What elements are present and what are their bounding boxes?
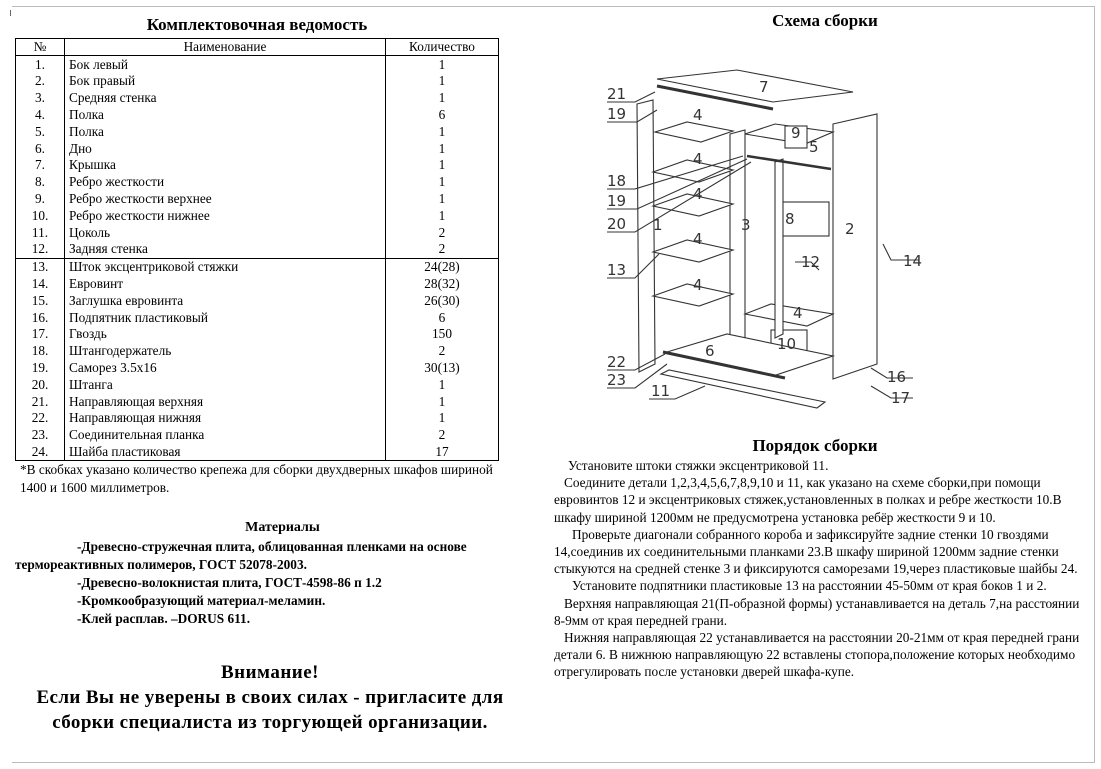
spec-row <box>16 190 499 207</box>
spec-row-number: 13. <box>16 258 65 275</box>
spec-row-name: Бок левый <box>65 56 386 73</box>
spec-row-qty: 1 <box>386 123 499 140</box>
material-line: -Древесно-волокнистая плита, ГОСТ-4598-86 п 1.2 <box>77 575 382 590</box>
material-line: термореактивных полимеров, ГОСТ 52078-2003. <box>15 557 307 572</box>
spec-row <box>16 359 499 376</box>
spec-row-number: 19. <box>16 359 65 376</box>
material-line: -Древесно-стружечная плита, облицованная пленками на основе <box>77 539 467 554</box>
spec-row <box>16 343 499 360</box>
spec-row-number: 21. <box>16 393 65 410</box>
materials-title: Материалы <box>245 520 320 535</box>
spec-row-number: 4. <box>16 106 65 123</box>
spec-row-qty: 2 <box>386 224 499 241</box>
spec-row <box>16 56 499 73</box>
spec-row-name: Дно <box>65 140 386 157</box>
part-label: 3 <box>741 216 751 234</box>
shelf-shape <box>655 122 733 142</box>
spec-row-name: Бок правый <box>65 73 386 90</box>
spec-row-qty: 6 <box>386 106 499 123</box>
spec-row-qty: 2 <box>386 427 499 444</box>
order-paragraph: Соедините детали 1,2,3,4,5,6,7,8,9,10 и 11, как указано на схеме сборки,при помощи евровинтов 12 и эксцентриковых стяжек,установленных в полках и ребре жесткости 10.В шкафу шириной 1200мм не предусмотрена установка ребёр жесткости 9 и 10. <box>554 475 1062 525</box>
spec-row <box>16 427 499 444</box>
corner-mark <box>10 10 11 16</box>
part-label: 4 <box>693 106 703 124</box>
spec-row-name: Штангодержатель <box>65 343 386 360</box>
spec-row-name: Ребро жесткости верхнее <box>65 190 386 207</box>
spec-row-number: 12. <box>16 241 65 258</box>
spec-row-qty: 28(32) <box>386 275 499 292</box>
spec-row-name: Шток эксцентриковой стяжки <box>65 258 386 275</box>
scheme-title: Схема сборки <box>772 11 878 30</box>
spec-row-number: 2. <box>16 73 65 90</box>
plinth-shape <box>661 370 825 408</box>
spec-row-number: 10. <box>16 207 65 224</box>
part-label: 2 <box>845 220 855 238</box>
spec-row-number: 16. <box>16 309 65 326</box>
part-label: 14 <box>903 252 923 270</box>
middle-wall-shape <box>730 130 745 359</box>
spec-row-qty: 1 <box>386 190 499 207</box>
spec-row <box>16 123 499 140</box>
spec-row <box>16 443 499 460</box>
spec-row-number: 24. <box>16 443 65 460</box>
part-label: 10 <box>777 335 797 353</box>
spec-row-name: Саморез 3.5х16 <box>65 359 386 376</box>
spec-row-number: 1. <box>16 56 65 73</box>
spec-row-qty: 1 <box>386 410 499 427</box>
part-label: 4 <box>693 150 703 168</box>
spec-row-name: Полка <box>65 123 386 140</box>
spec-row-qty: 30(13) <box>386 359 499 376</box>
col-number-header: № <box>16 39 65 56</box>
part-label: 22 <box>607 353 627 371</box>
spec-row <box>16 410 499 427</box>
spec-row <box>16 376 499 393</box>
spec-row <box>16 241 499 258</box>
spec-row <box>16 106 499 123</box>
spec-row-number: 14. <box>16 275 65 292</box>
spec-row-name: Цоколь <box>65 224 386 241</box>
col-name-header: Наименование <box>65 39 386 56</box>
part-label: 1 <box>653 216 663 234</box>
spec-row-number: 23. <box>16 427 65 444</box>
top-panel-shape <box>657 70 853 102</box>
part-label: 21 <box>607 85 627 103</box>
part-label: 19 <box>607 105 627 123</box>
part-label: 19 <box>607 192 627 210</box>
spec-row-number: 22. <box>16 410 65 427</box>
spec-row-number: 20. <box>16 376 65 393</box>
order-paragraph: Проверьте диагонали собранного короба и зафиксируйте задние стенки 10 гвоздями 14,соединив их соединительными планками 23.В шкафу шириной 1200мм задние стенки стыкуются на средней стенке 3 и фиксируются саморезами 19,через пластиковые шайбы 24. <box>554 526 1078 577</box>
order-paragraph: Нижняя направляющая 22 устанавливается на расстоянии 20-21мм от края передней грани детали 6. В нижнюю направляющую 22 вставлены стопора,положение которых необходимо отрегулировать после установки дверей шкафа-купе. <box>554 630 1080 680</box>
part-label: 13 <box>607 261 627 279</box>
spec-row <box>16 174 499 191</box>
part-label: 5 <box>809 138 819 156</box>
part-label: 6 <box>705 342 715 360</box>
spec-row-number: 5. <box>16 123 65 140</box>
spec-row <box>16 90 499 107</box>
part-label: 20 <box>607 215 627 233</box>
spec-row-qty: 2 <box>386 343 499 360</box>
spec-row-number: 8. <box>16 174 65 191</box>
spec-row-qty: 1 <box>386 376 499 393</box>
spec-row-name: Заглушка евровинта <box>65 292 386 309</box>
spec-row-qty: 1 <box>386 73 499 90</box>
warning-line: Если Вы не уверены в своих силах - пригласите для <box>36 687 504 708</box>
spec-row-name: Гвоздь <box>65 326 386 343</box>
spec-row <box>16 309 499 326</box>
part-label: 11 <box>651 382 671 400</box>
spec-row-qty: 1 <box>386 174 499 191</box>
spec-row-qty: 1 <box>386 207 499 224</box>
order-paragraph: Установите штоки стяжки эксцентриковой 11. <box>568 458 829 473</box>
spec-row-name: Направляющая верхняя <box>65 393 386 410</box>
spec-row <box>16 73 499 90</box>
material-line: -Кромкообразующий материал-меламин. <box>77 593 326 608</box>
part-label: 23 <box>607 371 627 389</box>
materials-list <box>15 538 535 628</box>
spec-row-number: 18. <box>16 343 65 360</box>
spec-row-name: Крышка <box>65 157 386 174</box>
spec-table-body <box>16 56 499 461</box>
spec-row <box>16 326 499 343</box>
spec-row <box>16 207 499 224</box>
part-label: 17 <box>891 389 911 407</box>
spec-row <box>16 140 499 157</box>
assembly-diagram <box>595 34 935 414</box>
spec-row-name: Направляющая нижняя <box>65 410 386 427</box>
spec-row <box>16 275 499 292</box>
part-label: 16 <box>887 368 907 386</box>
spec-row-qty: 150 <box>386 326 499 343</box>
spec-row-qty: 1 <box>386 56 499 73</box>
spec-row-name: Штанга <box>65 376 386 393</box>
spec-row-name: Полка <box>65 106 386 123</box>
spec-row-qty: 26(30) <box>386 292 499 309</box>
spec-row-number: 15. <box>16 292 65 309</box>
spec-row-number: 17. <box>16 326 65 343</box>
spec-row-number: 9. <box>16 190 65 207</box>
left-side-shape <box>637 100 655 372</box>
order-paragraph: Установите подпятники пластиковые 13 на расстоянии 45-50мм от края боков 1 и 2. <box>572 578 1047 594</box>
spec-row-number: 6. <box>16 140 65 157</box>
assembly-order-title: Порядок сборки <box>752 436 878 455</box>
part-label: 12 <box>801 253 821 271</box>
spec-row-name: Соединительная планка <box>65 427 386 444</box>
part-label: 4 <box>693 276 703 294</box>
spec-row <box>16 258 499 275</box>
warning-title: Внимание! <box>220 662 320 683</box>
part-label: 18 <box>607 172 627 190</box>
spec-footnote: *В скобках указано количество крепежа для сборки двухдверных шкафов шириной 1400 и 1600 миллиметров. <box>20 462 493 495</box>
spec-row-qty: 24(28) <box>386 258 499 275</box>
warning-line: сборки специалиста из торгующей организации. <box>52 712 488 733</box>
spec-row-qty: 6 <box>386 309 499 326</box>
page-border-right <box>1094 6 1095 763</box>
part-label: 8 <box>785 210 795 228</box>
right-side-shape <box>833 114 877 379</box>
spec-row <box>16 292 499 309</box>
spec-row-qty: 1 <box>386 393 499 410</box>
spec-row-qty: 1 <box>386 157 499 174</box>
spec-row-name: Задняя стенка <box>65 241 386 258</box>
spec-row-qty: 1 <box>386 90 499 107</box>
spec-row-name: Ребро жесткости нижнее <box>65 207 386 224</box>
spec-table <box>15 38 499 461</box>
page-border-bottom <box>12 762 1095 763</box>
spec-table-header <box>16 39 499 56</box>
spec-row-name: Средняя стенка <box>65 90 386 107</box>
spec-row-name: Шайба пластиковая <box>65 443 386 460</box>
rod-shape <box>747 156 831 169</box>
shelf-shape <box>745 304 833 326</box>
assembly-order-text <box>554 457 1084 681</box>
spec-row-qty: 1 <box>386 140 499 157</box>
material-line: -Клей расплав. –DORUS 611. <box>77 611 251 626</box>
spec-row-name: Евровинт <box>65 275 386 292</box>
spec-row-number: 3. <box>16 90 65 107</box>
back-panel-shape <box>775 159 783 338</box>
part-label: 7 <box>759 78 769 96</box>
spec-row-name: Подпятник пластиковый <box>65 309 386 326</box>
spec-sheet-title: Комплектовочная ведомость <box>146 15 368 34</box>
warning-text <box>10 685 530 735</box>
part-label: 9 <box>791 124 801 142</box>
spec-row-number: 7. <box>16 157 65 174</box>
spec-row <box>16 393 499 410</box>
spec-row-qty: 17 <box>386 443 499 460</box>
page-border-top <box>12 6 1095 7</box>
order-paragraph: Верхняя направляющая 21(П-образной формы) устанавливается на деталь 7,на расстоянии 8-9мм от края передней грани. <box>554 595 1080 628</box>
col-qty-header: Количество <box>386 39 499 56</box>
spec-row-name: Ребро жесткости <box>65 174 386 191</box>
spec-row <box>16 224 499 241</box>
spec-row-qty: 2 <box>386 241 499 258</box>
part-label: 4 <box>693 185 703 203</box>
spec-row-number: 11. <box>16 224 65 241</box>
part-label: 4 <box>693 230 703 248</box>
part-label: 4 <box>793 304 803 322</box>
spec-row <box>16 157 499 174</box>
